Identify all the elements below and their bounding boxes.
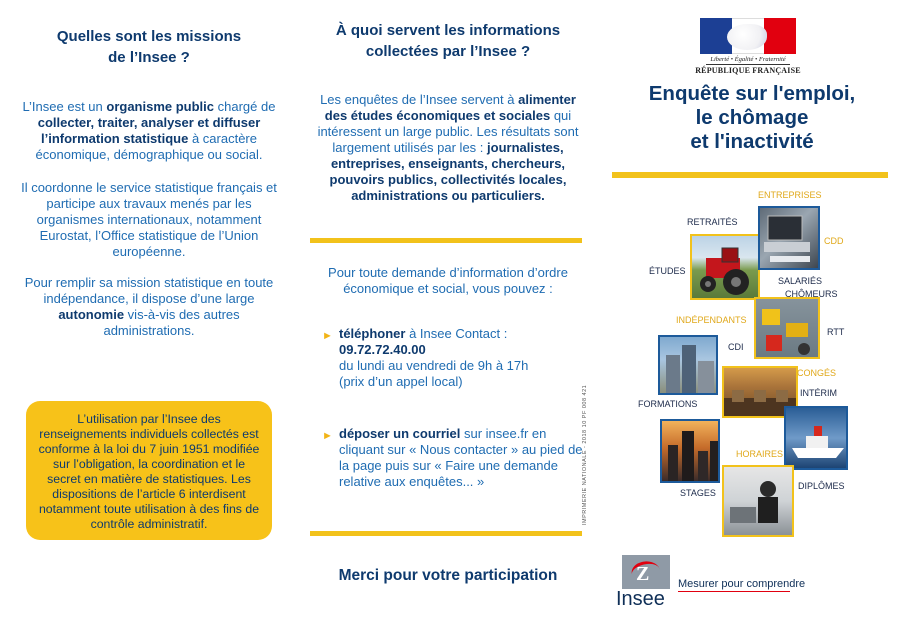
tag-etudes: ÉTUDES [649, 266, 686, 276]
tag-horaires: HORAIRES [736, 449, 784, 459]
skyline-photo [660, 419, 720, 483]
missions-paragraph-2: Il coordonne le service statistique français et participe aux travaux menés par les organismes internationaux, notamment Eurostat, l’Office statistique de l’Union européenne. [21, 180, 277, 259]
tag-stages: STAGES [680, 488, 716, 498]
motto-divider [706, 64, 790, 65]
bullet-arrow-icon: ► [322, 430, 333, 442]
yellow-divider-top [310, 238, 582, 243]
contact-intro: Pour toute demande d’information d’ordre économique et social, vous pouvez : [328, 265, 568, 296]
tag-independants: INDÉPENDANTS [676, 315, 747, 325]
printer-note: IMPRIMERIE NATIONALE - 2018 10 PF 008 421 [582, 384, 588, 525]
tractor-photo [690, 234, 760, 300]
phone-number[interactable]: 09.72.72.40.00 [339, 342, 426, 357]
phone-contact-item: ► téléphoner à Insee Contact : 09.72.72.40.00 du lundi au vendredi de 9h à 17h (prix d’un appel local) [322, 326, 529, 389]
bullet-arrow-icon: ► [322, 330, 333, 342]
tag-formations: FORMATIONS [638, 399, 698, 409]
republic-motto: Liberté • Égalité • Fraternité [710, 56, 786, 63]
middle-panel [298, 0, 598, 640]
usage-paragraph: Les enquêtes de l’Insee servent à alimenter des études économiques et sociales qui intéressent un large public. Les résultats sont largement utilisés par les : journalistes, entreprises, enseignants, chercheurs, pouvoirs publics, collectivités locales, administrations ou particuliers. [317, 92, 579, 203]
republique-francaise: RÉPUBLIQUE FRANÇAISE [695, 66, 801, 75]
tag-chomeurs: CHÔMEURS [785, 289, 838, 299]
missions-paragraph-1: L’Insee est un organisme public chargé de collecter, traiter, analyser et diffuser l’information statistique à caractère économique, démographique ou social. [22, 99, 276, 162]
insee-slogan: Mesurer pour comprendre [678, 578, 806, 590]
survey-title: Enquête sur l'emploi, le chômage et l'inactivité [648, 82, 856, 153]
missions-heading: Quelles sont les missions de l’Insee ? [56, 28, 242, 66]
buildings-photo [658, 335, 718, 395]
tag-entreprises: ENTREPRISES [758, 190, 822, 200]
construction-tools-photo [754, 297, 820, 359]
office-worker-photo [722, 465, 794, 537]
right-panel [598, 0, 905, 640]
missions-paragraph-3: Pour remplir sa mission statistique en toute indépendance, il dispose d’une large autonomie vis-à-vis des autres administrations. [24, 275, 274, 338]
insee-logo: Z [622, 555, 670, 589]
tag-cdi: CDI [728, 342, 744, 352]
yellow-divider-bottom [310, 531, 582, 536]
ship-photo [784, 406, 848, 470]
tag-rtt: RTT [827, 327, 845, 337]
tag-conges: CONGÉS [797, 368, 837, 378]
usage-heading: À quoi servent les informations collectées par l’Insee ? [335, 22, 561, 60]
tag-retraites: RETRAITÉS [687, 217, 738, 227]
tag-diplomes: DIPLÔMES [798, 481, 845, 491]
email-contact-item: ► déposer un courriel sur insee.fr en cliquant sur « Nous contacter » au pied de la page puis sur « Faire une demande relative aux enquêtes... » [322, 426, 583, 489]
office-laptop-photo [758, 206, 820, 270]
thanks-text: Merci pour votre participation [338, 567, 558, 584]
tag-salaries: SALARIÉS [778, 276, 823, 286]
tag-cdd: CDD [824, 236, 844, 246]
insee-wordmark: Insee [616, 588, 665, 610]
marianne-logo [700, 18, 796, 54]
title-yellow-rule [612, 172, 888, 178]
tag-interim: INTÉRIM [800, 388, 837, 398]
legal-notice-box: L’utilisation par l’Insee des renseignements individuels collectés est conforme à la loi du 7 juin 1951 modifiée sur l’obligation, la coordination et le secret en matière de statistiques. Les dispositions de l’article 6 interdisent notamment toute utilisation à des fins de contrôle administratif. [26, 401, 272, 540]
left-panel [0, 0, 298, 640]
slogan-underline [678, 591, 790, 592]
